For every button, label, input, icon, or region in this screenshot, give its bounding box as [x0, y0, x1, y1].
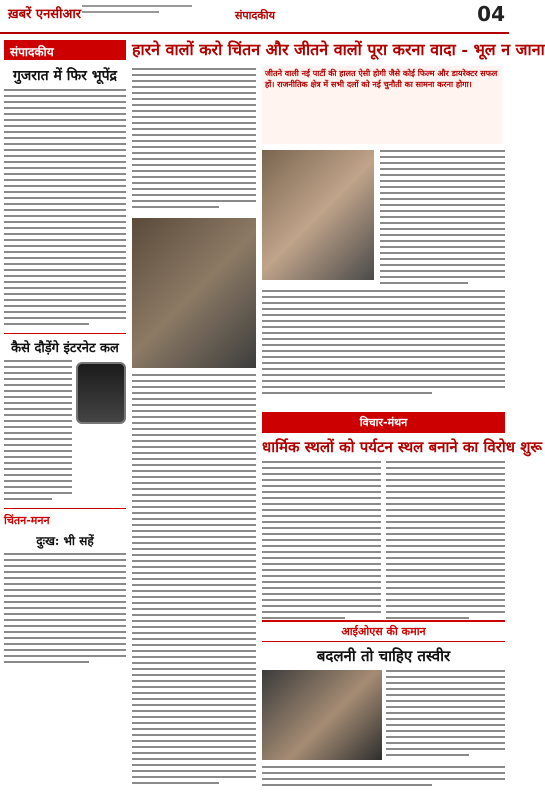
lower-headline: बदलनी तो चाहिए तस्वीर: [316, 647, 451, 665]
lower-label: आईओएस की कमान: [262, 620, 505, 642]
story-body: [4, 553, 126, 667]
pull-quote: जीतने वाली नई पार्टी की हालत ऐसी होगी जैसे कोई फिल्म और डायरेक्टर सफल हों। राजनीतिक क्षेत्र में सभी दलों को नई चुनौती का सामना करना होगा।: [262, 66, 502, 144]
story-body: [132, 374, 256, 788]
story-body: [262, 461, 381, 623]
story-body: [132, 68, 256, 212]
news-photo: [262, 670, 382, 760]
story-title: दुःख: भी सहें: [36, 534, 94, 548]
page-number: 04: [477, 2, 505, 26]
main-headline: हारने वालों करो चिंतन और जीतने वालों पूरा करना वादा - भूल न जाना: [132, 40, 545, 59]
smartphone-image: [76, 362, 126, 424]
politician-photo: [262, 150, 374, 280]
editorial-label: संपादकीय: [4, 40, 126, 60]
story-body: [262, 290, 505, 398]
dateline: [82, 5, 192, 17]
story-title: कैसे दौड़ेंगे इंटरनेट कल: [11, 341, 119, 356]
story-body: [386, 670, 505, 760]
story-body: [4, 89, 126, 329]
opinion-headline: धार्मिक स्थलों को पर्यटन स्थल बनाने का विरोध शुरू: [262, 438, 543, 456]
lower-story: [262, 620, 505, 790]
main-story: [132, 40, 545, 64]
story-body: [386, 461, 505, 623]
section-name: संपादकीय: [234, 9, 276, 22]
story-body: [4, 360, 72, 504]
story-body: [380, 150, 505, 288]
masthead: [0, 0, 509, 34]
newspaper-logo: ख़बरें एनसीआर: [8, 7, 82, 22]
story-title: गुजरात में फिर भूपेंद्र: [13, 68, 117, 84]
story-body: [262, 766, 505, 790]
left-column: [4, 40, 126, 796]
story-label: चिंतन-मनन: [4, 514, 50, 527]
opinion-label: विचार-मंथन: [262, 412, 505, 433]
opinion-section: [262, 412, 543, 623]
politician-photo: [132, 218, 256, 368]
